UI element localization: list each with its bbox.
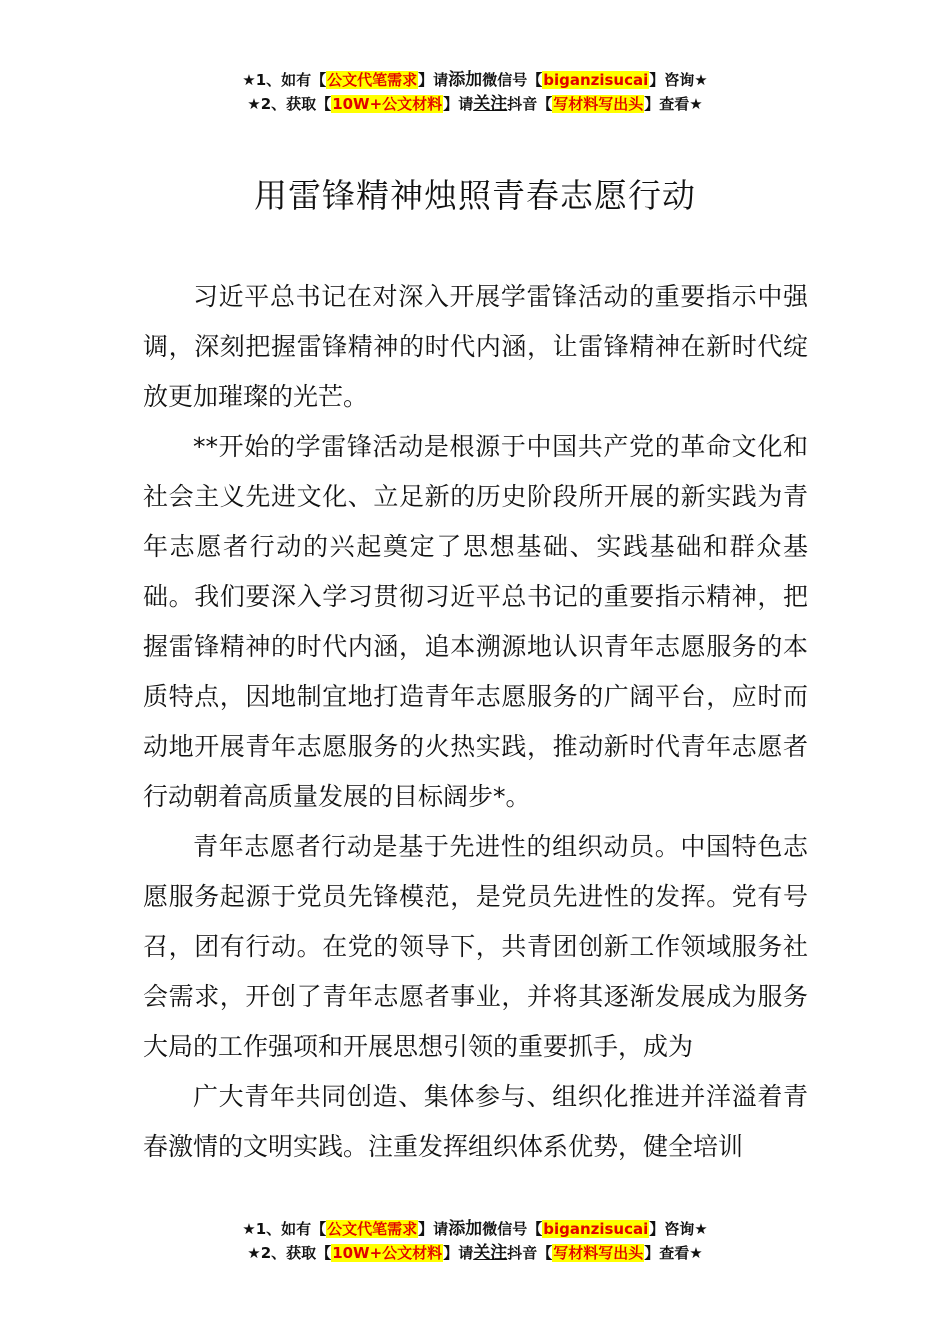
wechat-id: biganzisucai [543, 1220, 649, 1238]
promo-line-2: ★2、获取【10W+公文材料】请关注抖音【写材料写出头】查看★ [247, 1243, 703, 1263]
document-body [143, 272, 808, 1172]
douyin-account: 写材料写出头 [553, 1244, 644, 1262]
paragraph: 习近平总书记在对深入开展学雷锋活动的重要指示中强调，深刻把握雷锋精神的时代内涵，让雷锋精神在新时代绽放更加璀璨的光芒。 [143, 282, 808, 411]
paragraph: 广大青年共同创造、集体参与、组织化推进并洋溢着青春激情的文明实践。注重发挥组织体系优势，健全培训 [143, 1082, 808, 1161]
paragraph: 青年志愿者行动是基于先进性的组织动员。中国特色志愿服务起源于党员先锋模范，是党员先进性的发挥。党有号召，团有行动。在党的领导下，共青团创新工作领域服务社会需求，开创了青年志愿者事业，并将其逐渐发展成为服务大局的工作强项和开展思想引领的重要抓手，成为 [143, 832, 808, 1061]
materials-highlight: 10W+公文材料 [332, 1244, 443, 1262]
ghostwriting-highlight: 公文代笔需求 [327, 71, 418, 89]
footer-promo-banner [0, 1217, 950, 1265]
promo-line-1: ★1、如有【公文代笔需求】请添加微信号【biganzisucai】咨询★ [242, 1219, 708, 1239]
materials-highlight: 10W+公文材料 [332, 95, 443, 113]
document-title: 用雷锋精神烛照青春志愿行动 [254, 176, 696, 215]
promo-line-1: ★1、如有【公文代笔需求】请添加微信号【biganzisucai】咨询★ [242, 70, 708, 90]
header-promo-banner [0, 68, 950, 116]
wechat-id: biganzisucai [543, 71, 649, 89]
promo-line-2: ★2、获取【10W+公文材料】请关注抖音【写材料写出头】查看★ [247, 94, 703, 114]
paragraph: **开始的学雷锋活动是根源于中国共产党的革命文化和社会主义先进文化、立足新的历史阶段所开展的新实践为青年志愿者行动的兴起奠定了思想基础、实践基础和群众基础。我们要深入学习贯彻习近平总书记的重要指示精神，把握雷锋精神的时代内涵，追本溯源地认识青年志愿服务的本质特点，因地制宜地打造青年志愿服务的广阔平台，应时而动地开展青年志愿服务的火热实践，推动新时代青年志愿者行动朝着高质量发展的目标阔步*。 [143, 432, 808, 811]
ghostwriting-highlight: 公文代笔需求 [327, 1220, 418, 1238]
douyin-account: 写材料写出头 [553, 95, 644, 113]
